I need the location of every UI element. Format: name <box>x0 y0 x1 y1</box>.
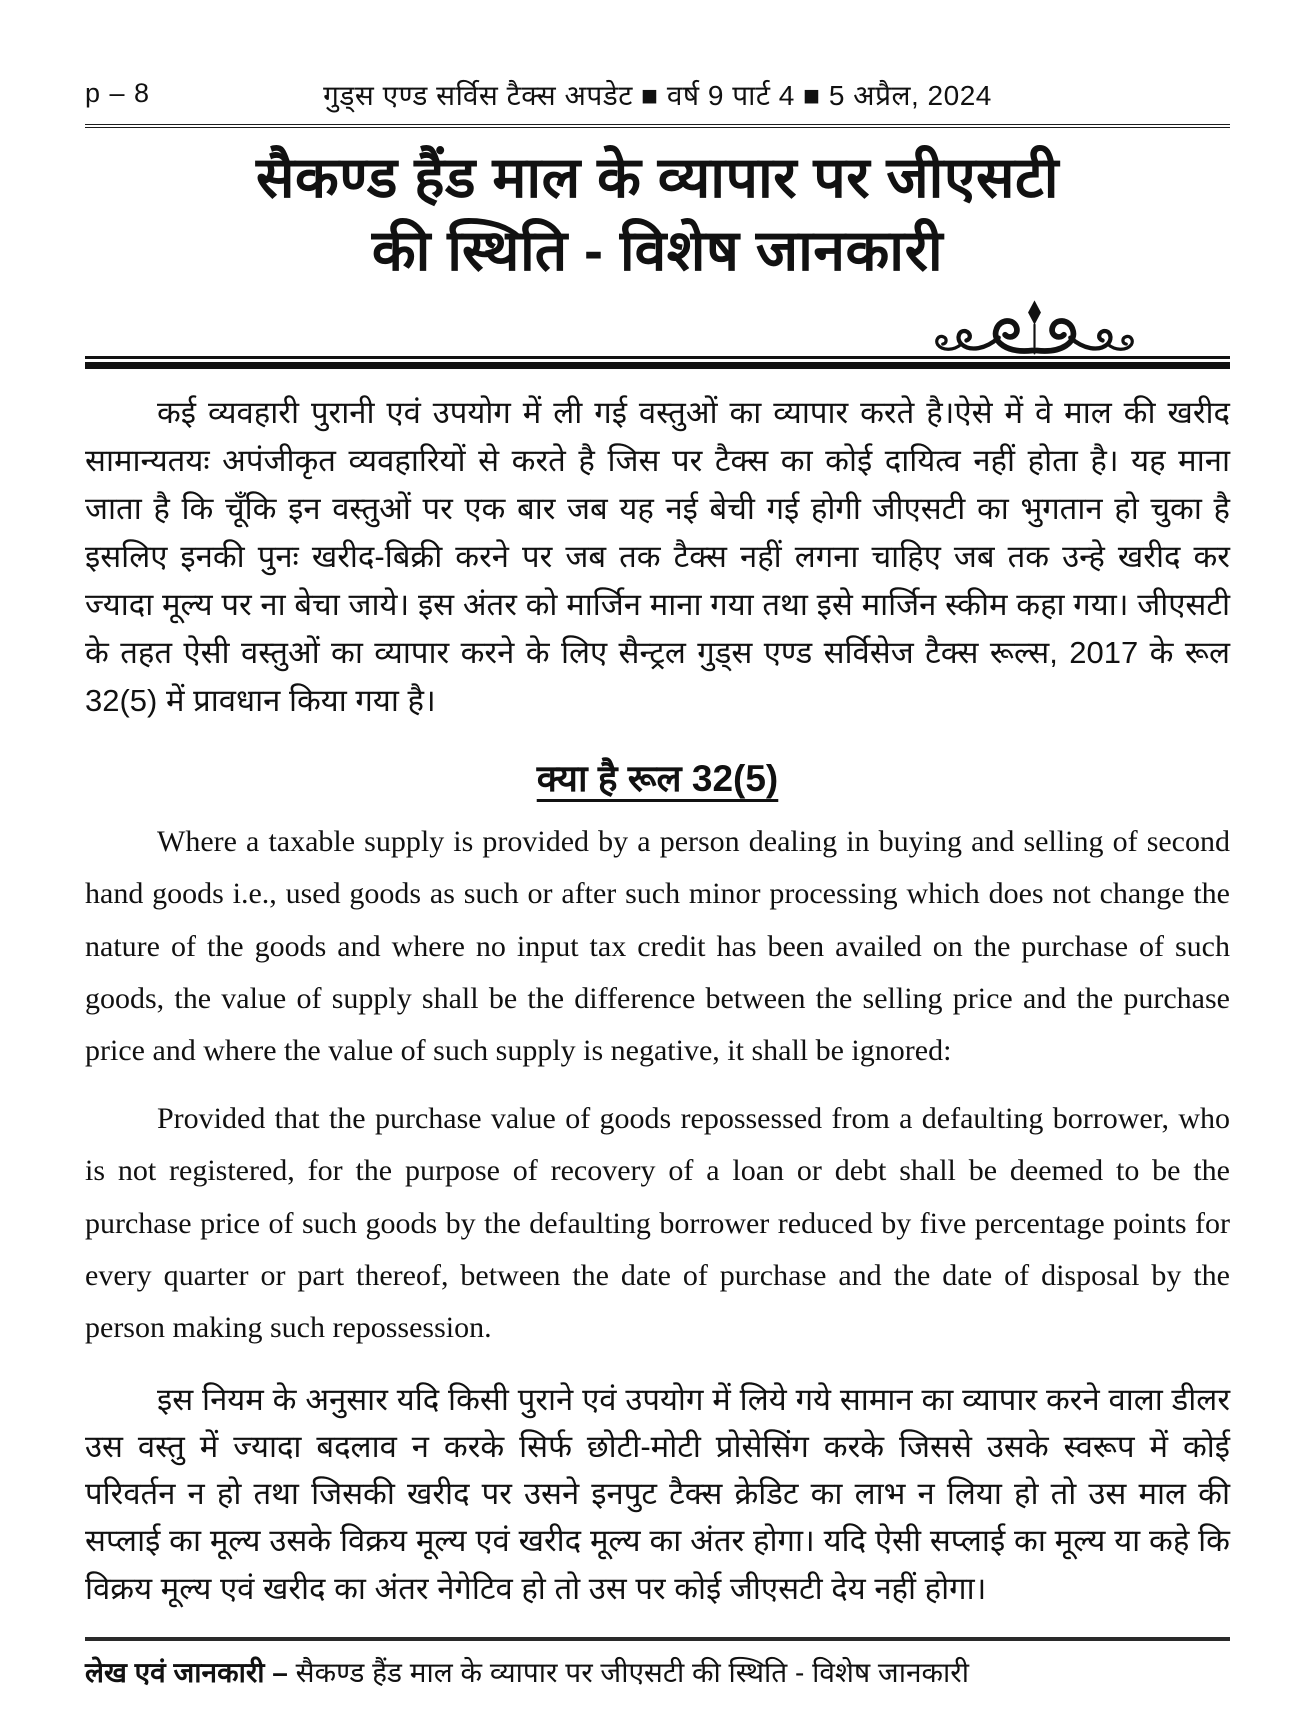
footer-rule <box>85 1637 1230 1641</box>
section-heading <box>85 751 1230 802</box>
page-number: p – 8 <box>85 78 151 108</box>
closing-paragraph: इस नियम के अनुसार यदि किसी पुराने एवं उपयोग में लिये गये सामान का व्यापार करने वाला डीलर उस वस्तु में ज्यादा बदलाव न करके सिर्फ छोटी-मोटी प्रोसेसिंग करके जिससे उसके स्वरूप में कोई परिवर्तन न हो तथा जिसकी खरीद पर उसने इनपुट टैक्स क्रेडिट का लाभ न लिया हो तो उस माल की सप्लाई का मूल्य उसके विक्रय मूल्य एवं खरीद मूल्य का अंतर होगा। यदि ऐसी सप्लाई का मूल्य या कहे कि विक्रय मूल्य एवं खरीद का अंतर नेगेटिव हो तो उस पर कोई जीएसटी देय नहीं होगा। <box>85 1382 1230 1606</box>
page-header <box>85 74 1230 114</box>
divider-thick-rule <box>85 362 1230 369</box>
article-title-line1: सैकण्ड हैंड माल के व्यापार पर जीएसटी <box>256 146 1059 210</box>
ornament-diamond <box>1028 300 1041 324</box>
page-footer <box>85 1637 1230 1691</box>
article-title <box>85 142 1230 288</box>
flourish-ornament-icon <box>927 298 1142 360</box>
rule-text-paragraph-2: Provided that the purchase value of goods repossessed from a defaulting borrower, who is not registered, for the purpose of recovery of a loan or debt shall be deemed to be the purchase price of such goods by the defaulting borrower reduced by five percentage points for every quarter or part thereof, between the date of purchase and the date of disposal by the person making such repossession. <box>85 1102 1230 1344</box>
article-title-line2: की स्थिति - विशेष जानकारी <box>371 218 944 283</box>
ornament-row <box>85 294 1230 356</box>
publication-title: गुड्स एण्ड सर्विस टैक्स अपडेट ■ वर्ष 9 पार्ट 4 ■ 5 अप्रैल, 2024 <box>323 80 992 111</box>
footer-label: लेख एवं जानकारी – <box>85 1657 288 1688</box>
lead-paragraph: कई व्यवहारी पुरानी एवं उपयोग में ली गई वस्तुओं का व्यापार करते है।ऐसे में वे माल की खरीद सामान्यतयः अपंजीकृत व्यवहारियों से करते है जिस पर टैक्स का कोई दायित्व नहीं होता है। यह माना जाता है कि चूँकि इन वस्तुओं पर एक बार जब यह नई बेची गई होगी जीएसटी का भुगतान हो चुका है इसलिए इनकी पुनः खरीद-बिक्री करने पर जब तक टैक्स नहीं लगना चाहिए जब तक उन्हे खरीद कर ज्यादा मूल्य पर ना बेचा जाये। इस अंतर को मार्जिन माना गया तथा इसे मार्जिन स्कीम कहा गया। जीएसटी के तहत ऐसी वस्तुओं का व्यापार करने के लिए सैन्ट्रल गुड्स एण्ड सर्विसेज टैक्स रूल्स, 2017 के रूल 32(5) में प्रावधान किया गया है। <box>85 394 1230 719</box>
header-rule <box>85 124 1230 128</box>
rule-text-paragraph-1: Where a taxable supply is provided by a person dealing in buying and selling of second hand goods i.e., used goods as such or after such minor processing which does not change the nature of the goods and where no input tax credit has been availed on the purchase of such goods, the value of supply shall be the difference between the selling price and the purchase price and where the value of such supply is negative, it shall be ignored: <box>85 825 1230 1067</box>
footer-article-title: सैकण्ड हैंड माल के व्यापार पर जीएसटी की स्थिति - विशेष जानकारी <box>287 1657 969 1688</box>
section-heading-text: क्या है रूल 32(5) <box>536 758 779 800</box>
footer-text <box>85 1653 1230 1691</box>
